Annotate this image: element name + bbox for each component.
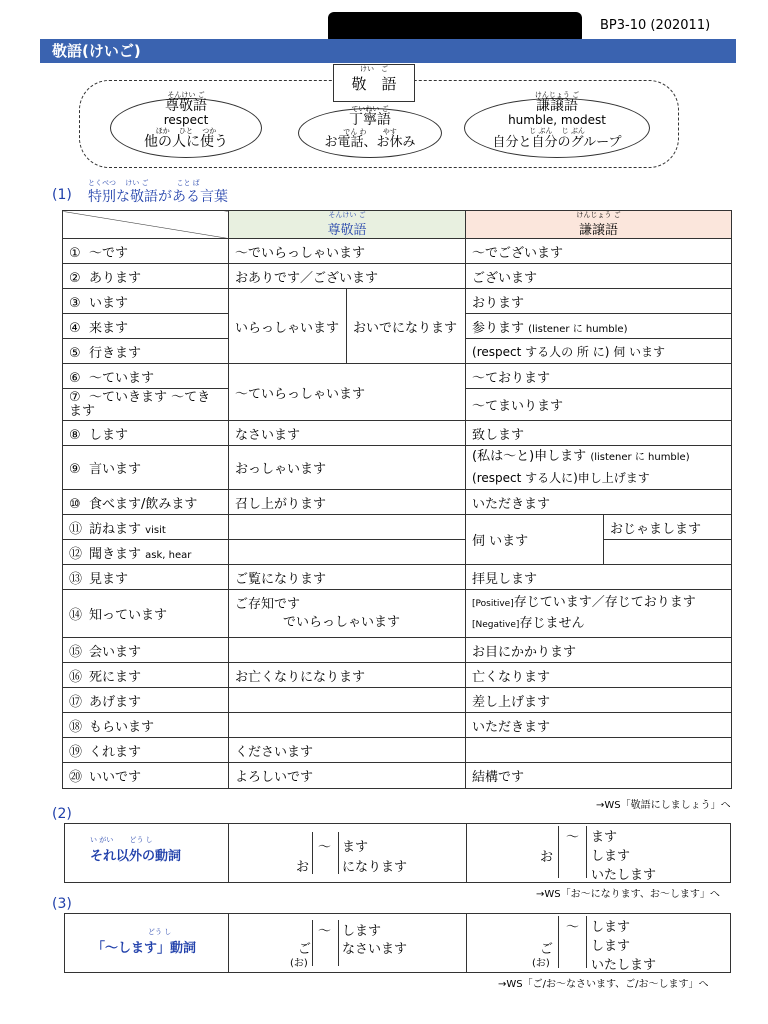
respect-form: ご覧になります [229,565,466,590]
row-base [63,688,229,713]
humble-example: 自分と自分のグループ [492,135,622,150]
row-base [63,421,229,446]
section3-title: 「～します」動詞 [92,941,197,956]
o-prefix: お [296,860,310,875]
row-base [63,339,229,364]
o-paren-prefix: (お) [290,958,308,969]
row-num: ⑥ [69,370,81,386]
col-respect-ruby: そんけい ご [328,211,366,219]
humble-form: ～てまいります [466,389,732,421]
row-base [63,713,229,738]
o-paren-prefix-humble: (お) [532,958,550,969]
respect-use: 他の人に使う [144,134,228,150]
section2-ruby: い がい どう し [90,836,153,844]
base-verb: くれます [89,744,142,760]
humble-en: humble, modest [508,113,606,127]
respect-text: ご存知です [235,596,301,612]
row-base [63,239,229,264]
row-base [63,738,229,763]
row-num: ④ [69,320,81,336]
humble-text: 存じています／存じております [513,594,696,610]
polite-ruby: ていねい ご [351,105,389,113]
humble-form: (respect する人の 所 に) 伺 います [466,339,732,364]
humble-form: 亡くなります [466,663,732,688]
respect-form: ～ていらっしゃいます [229,364,466,421]
row-base [63,389,229,421]
bracket-line [558,916,559,968]
resp-ending-a: ます [342,840,369,855]
tilde: ～ [318,924,332,939]
section3-label: (3) [52,896,72,912]
base-verb: 見ます [89,571,129,587]
base-verb: あげます [89,694,142,710]
divider [228,913,229,973]
respect-label: 尊敬語 [165,98,207,114]
row-base [63,446,229,490]
humble-form: いただきます [466,490,732,515]
humble-form [466,738,732,763]
base-verb: 食べます/飲みます [89,496,198,512]
humble-form: お目にかかります [466,638,732,663]
humble-ex-ruby: じ ぶん じ ぶん [529,127,585,135]
base-verb: いいです [89,770,142,785]
bracket-line [338,920,339,966]
base-verb: もらいます [89,719,155,735]
humble-form: 致します [466,421,732,446]
bracket-line [586,826,587,878]
section1-ruby: とくべつ けい ご こと ば [88,179,200,187]
col-humble-label: 謙譲語 [579,223,619,238]
humble-form: ございます [466,264,732,289]
positive-tag: [Positive] [472,598,514,609]
humble-note: (listener に humble) [590,452,690,463]
ws-note-3: →WS「ご/お～なさいます、ご/お～します」へ [498,979,709,990]
respect-use-ruby: ほか ひと つか [155,127,217,135]
humble-text-2: (respect する人に)申し上げます [472,471,650,485]
humble-ellipse [464,91,650,158]
humble-label: 謙譲語 [536,98,578,114]
humble-form: 拝見します [466,565,732,590]
tilde-humble: ～ [566,830,580,845]
base-note: visit [145,524,166,536]
row-base [63,540,229,565]
row-base [63,515,229,540]
row-num: ⑦ [69,389,81,405]
document-code: BP3-10 (202011) [600,18,711,33]
base-verb: 死にます [89,669,142,685]
ws-note-2: →WS「お～になります、お～します」へ [536,889,720,900]
humble-form: 結構です [466,763,732,789]
humble-form [466,590,732,638]
bracket-line [558,826,559,878]
row-num: ⑳ [69,770,83,785]
center-ruby: けい ご [360,65,388,73]
polite-label: 丁寧語 [349,112,391,128]
corner-cell [63,211,229,239]
row-base [63,364,229,389]
o-prefix-humble: お [540,850,554,865]
base-verb: 行きます [89,345,142,361]
resp-ending-b: になります [342,860,408,875]
base-verb: ～ています [89,370,155,386]
divider [466,823,467,883]
divider [466,913,467,973]
row-num: ⑲ [69,744,83,760]
respect-form [229,590,466,638]
respect-form: なさいます [229,421,466,446]
base-verb: 来ます [89,320,129,336]
humb-ending-b: します [591,849,631,864]
humble-note: (listener に humble) [528,323,628,335]
base-verb: あります [89,270,142,286]
row-base [63,590,229,638]
respect-form [229,515,466,540]
section2-title: それ以外の動詞 [90,849,182,864]
respect-ellipse [110,91,262,158]
respect-form [229,638,466,663]
row-num: ② [69,270,81,286]
col-humble [466,211,732,239]
humble-form: ～ております [466,364,732,389]
row-base [63,638,229,663]
polite-ex-ruby: でん わ やす [343,128,397,136]
respect-text-2: でいらっしゃいます [283,614,401,630]
row-base [63,314,229,339]
row-num: ⑩ [69,496,81,512]
humb-ending-c: いたします [591,958,657,973]
tilde-humble: ～ [566,920,580,935]
respect-form: ～でいらっしゃいます [229,239,466,264]
humb-ending-a: します [591,920,631,935]
humble-ruby: けんじょう ご [534,91,580,99]
respect-form: おありです／ございます [229,264,466,289]
respect-form: よろしいです [229,763,466,789]
row-num: ⑧ [69,427,81,443]
respect-form: くださいます [229,738,466,763]
base-verb: ～です [89,245,129,261]
go-prefix-humble: ご [540,942,554,957]
respect-form: おっしゃいます [229,446,466,490]
humb-ending-b: します [591,939,631,954]
resp-ending-a: します [342,924,382,939]
base-verb: 聞きます [89,546,142,562]
humble-form [466,446,732,490]
row-num: ⑰ [69,694,83,710]
row-num: ⑬ [69,571,83,587]
negative-tag: [Negative] [472,619,520,630]
base-verb: します [89,427,129,443]
section1-title: 特別な敬語がある言葉 [88,189,228,205]
row-num: ⑤ [69,345,81,361]
keigo-table [62,210,732,789]
center-label: 敬 語 [351,75,397,93]
row-base [63,565,229,590]
row-num: ⑫ [69,546,83,562]
base-verb: います [89,295,129,311]
section2-label: (2) [52,806,72,822]
base-verb: 訪ねます [89,521,142,537]
polite-example: お電話、お休み [324,135,416,150]
page-title: 敬語(けいご) [40,39,736,63]
humble-form-b [604,540,732,565]
respect-form: いらっしゃいます [229,289,347,364]
base-verb: 知っています [89,608,168,623]
respect-form [229,540,466,565]
humble-form: 差し上げます [466,688,732,713]
row-num: ⑪ [69,521,83,537]
keigo-center-box [333,64,415,102]
bracket-line [338,832,339,874]
bracket-line [312,832,313,874]
base-verb: ～ていきます ～てきます [69,389,211,419]
humble-text: 参ります [472,320,525,336]
bracket-line [312,920,313,966]
go-prefix: ご [298,942,312,957]
col-respect-label: 尊敬語 [327,223,367,238]
respect-ruby: そんけい ご [167,91,205,99]
section3-ruby: どう し [148,928,172,936]
row-num: ⑮ [69,644,83,660]
respect-form-alt: おいでになります [347,289,466,364]
row-base [63,289,229,314]
row-num: ③ [69,295,81,311]
humble-text-2: 存じません [519,615,585,631]
row-base [63,763,229,789]
humble-form: おります [466,289,732,314]
polite-ellipse [298,105,442,158]
humble-form [466,314,732,339]
col-humble-ruby: けんじょう ご [576,211,621,219]
row-base [63,663,229,688]
base-note: ask, hear [145,549,192,561]
humble-text: (私は～と)申します [472,449,587,464]
respect-form [229,688,466,713]
row-num: ⑨ [69,462,81,477]
bracket-line [586,916,587,968]
ws-note-1: →WS「敬語にしましょう」へ [596,800,731,811]
col-respect [229,211,466,239]
base-verb: 言います [89,462,142,477]
row-num: ⑭ [69,608,83,623]
row-num: ⑱ [69,719,83,735]
humb-ending-a: ます [591,830,618,845]
humb-ending-c: いたします [591,868,657,883]
row-num: ⑯ [69,669,83,685]
humble-form: ～でございます [466,239,732,264]
base-verb: 会います [89,644,142,660]
section1-label: (1) [52,187,72,203]
respect-form: 召し上がります [229,490,466,515]
row-base [63,490,229,515]
humble-form-b: おじゃまします [604,515,732,540]
respect-en: respect [163,113,209,127]
tilde: ～ [318,840,332,855]
respect-form [229,713,466,738]
humble-form: 伺 います [466,515,604,565]
respect-form: お亡くなりになります [229,663,466,688]
resp-ending-b: なさいます [342,942,408,957]
divider [228,823,229,883]
humble-form: いただきます [466,713,732,738]
row-num: ① [69,245,81,261]
row-base [63,264,229,289]
